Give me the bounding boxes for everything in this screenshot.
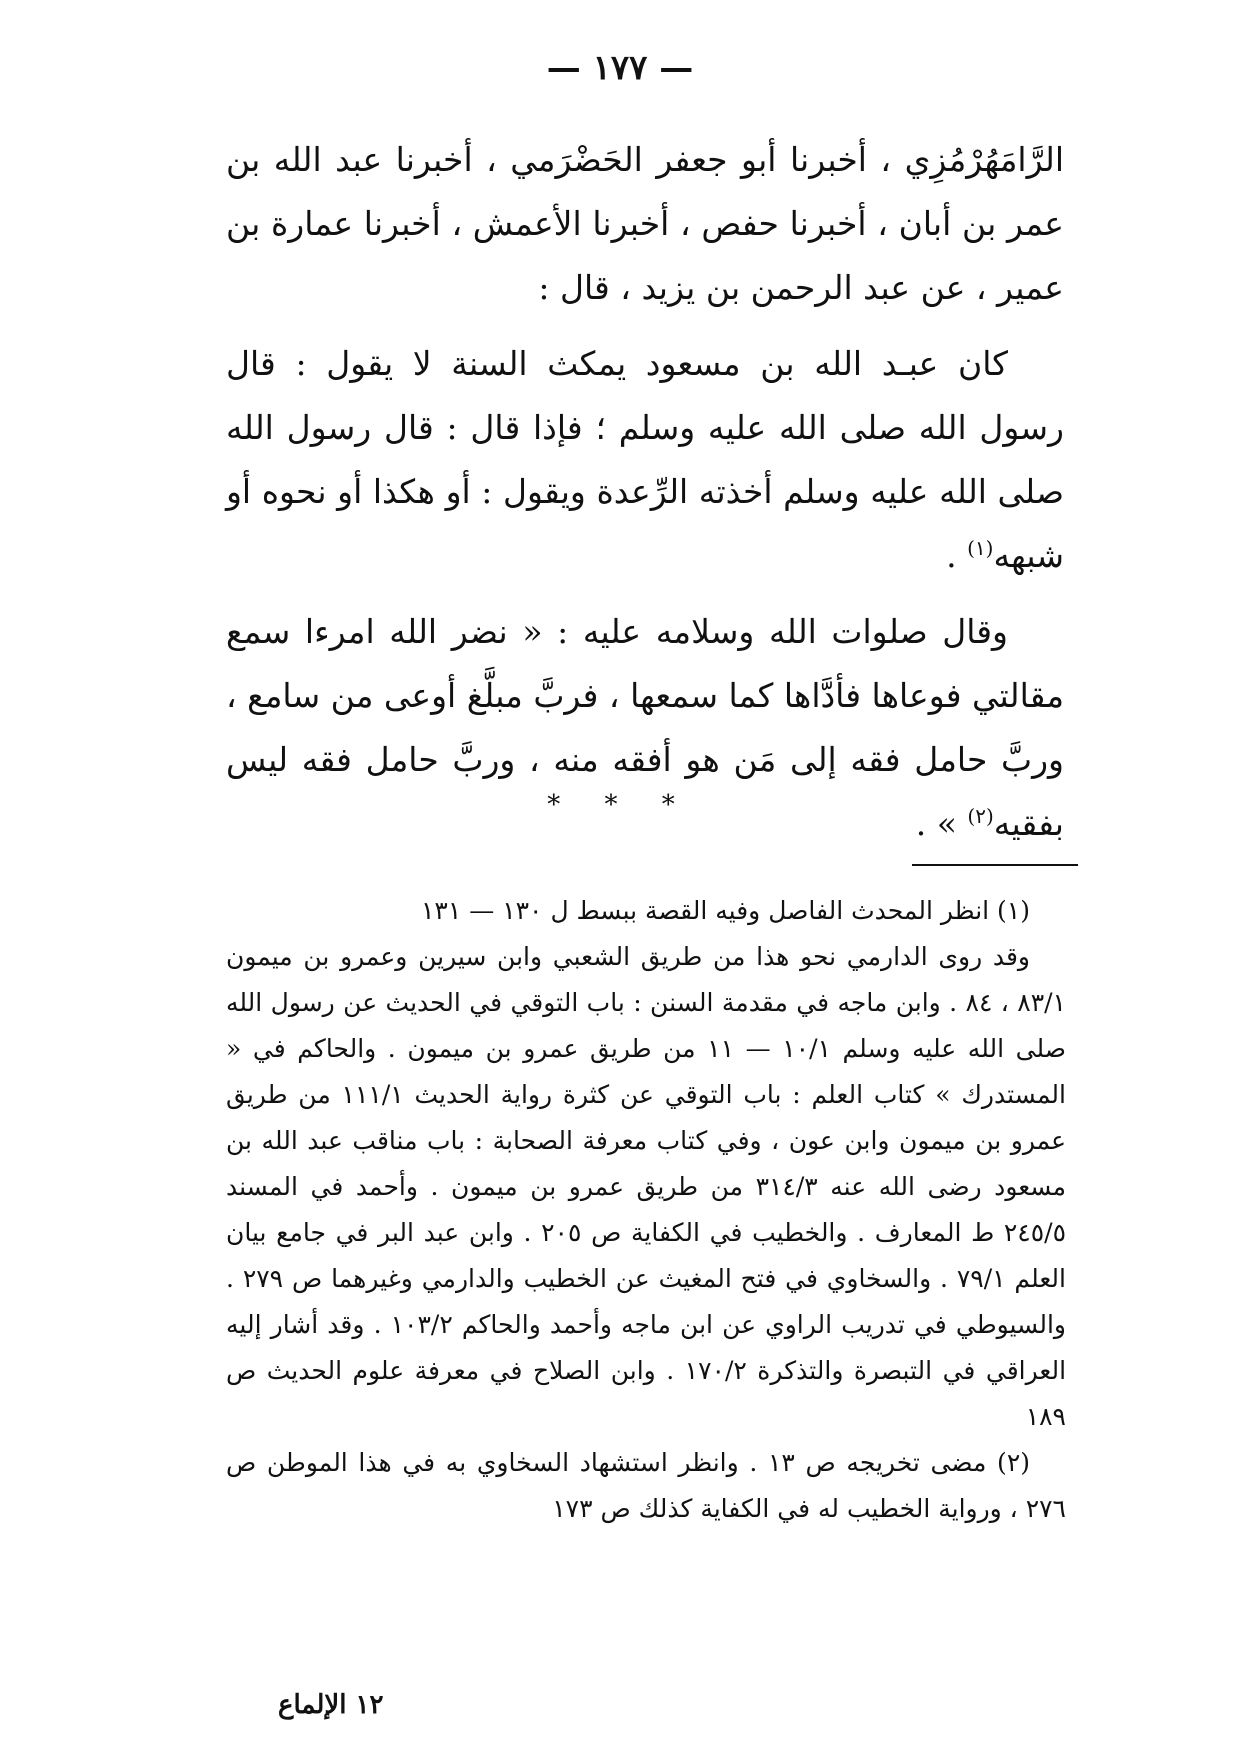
page-number: — ١٧٧ — — [546, 48, 694, 88]
footnote-1-body: وقد روى الدارمي نحو هذا من طريق الشعبي وابن سيرين وعمرو بن ميمون ٨٣/١ ، ٨٤ . وابن ماجه في مقدمة السنن : باب التوقي في الحديث عن رسول الله صلى الله عليه وسلم ١٠/١ — ١١ من طريق عمرو بن ميمون . والحاكم في « المستدرك » كتاب العلم : باب التوقي عن كثرة رواية الحديث ١١١/١ من طريق عمرو بن ميمون وابن عون ، وفي كتاب معرفة الصحابة : باب مناقب عبد الله بن مسعود رضى الله عنه ٣١٤/٣ من طريق عمرو بن ميمون . وأحمد في المسند ٢٤٥/٥ ط المعارف . والخطيب في الكفاية ص ٢٠٥ . وابن عبد البر في جامع بيان العلم ٧٩/١ . والسخاوي في فتح المغيث عن الخطيب والدارمي وغيرهما ص ٢٧٩ . والسيوطي في تدريب الراوي عن ابن ماجه وأحمد والحاكم ١٠٣/٢ . وقد أشار إليه العراقي في التبصرة والتذكرة ١٧٠/٢ . وابن الصلاح في معرفة علوم الحديث ص ١٨٩ — [226, 942, 1067, 1431]
section-separator: * * * — [547, 790, 693, 820]
footnote-ref-1[interactable]: (١) — [967, 536, 994, 560]
footnote-divider — [912, 864, 1078, 866]
signature-mark: ١٢ الإلماع — [278, 1690, 384, 1720]
paragraph-end: » . — [915, 804, 957, 843]
footnotes — [226, 888, 1066, 1532]
paragraph-text: كان عبـد الله بن مسعود يمكث السنة لا يقول : قال رسول الله صلى الله عليه وسلم ؛ فإذا قال : قال رسول الله صلى الله عليه وسلم أخذته الرِّعدة ويقول : أو هكذا أو نحوه أو شبهه — [226, 344, 1064, 575]
footnote-ref-2[interactable]: (٢) — [967, 804, 994, 828]
footnote-1-heading: (١) انظر المحدث الفاصل وفيه القصة ببسط ل ١٣٠ — ١٣١ — [421, 896, 1030, 925]
paragraph-end: . — [946, 536, 957, 575]
footnote-2: (٢) مضى تخريجه ص ١٣ . وانظر استشهاد السخاوي به في هذا الموطن ص ٢٧٦ ، ورواية الخطيب له في الكفاية كذلك ص ١٧٣ — [226, 1448, 1066, 1523]
paragraph-text: وقال صلوات الله وسلامه عليه : « نضر الله امرءا سمع مقالتي فوعاها فأدَّاها كما سمعها ، فربَّ مبلَّغ أوعى من سامع ، وربَّ حامل فقه إلى مَن هو أفقه منه ، وربَّ حامل فقه ليس بفقيه — [226, 612, 1064, 843]
main-text — [226, 128, 1064, 856]
paragraph-ibn-masud — [226, 332, 1064, 588]
paragraph-isnad: الرَّامَهُرْمُزِي ، أخبرنا أبو جعفر الحَضْرَمي ، أخبرنا عبد الله بن عمر بن أبان ، أخبرنا حفص ، أخبرنا الأعمش ، أخبرنا عمارة بن عمير ، عن عبد الرحمن بن يزيد ، قال : — [226, 140, 1064, 307]
